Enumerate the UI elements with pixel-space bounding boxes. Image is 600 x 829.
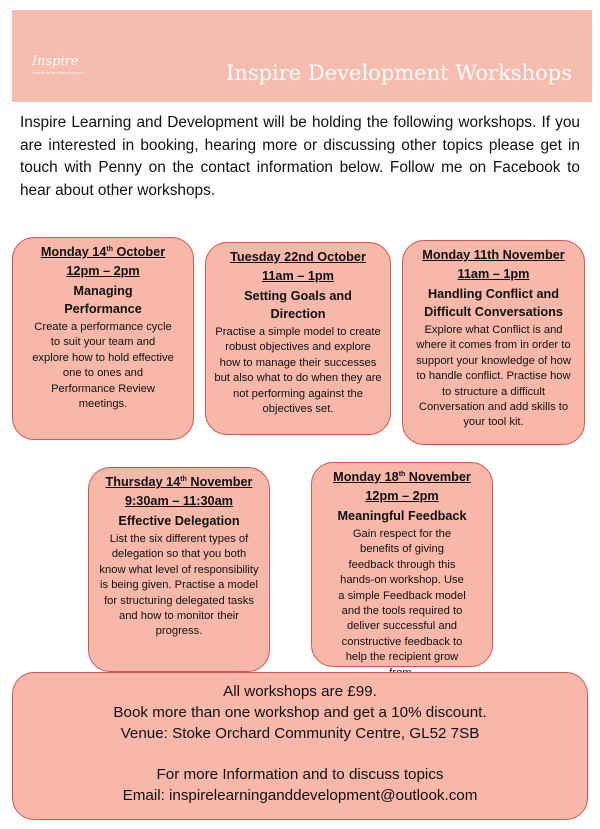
discount-text: Book more than one workshop and get a 10% discount. xyxy=(113,704,487,721)
booking-info-box xyxy=(12,672,588,820)
workshop-time: 11am – 1pm xyxy=(262,269,334,283)
spacer xyxy=(13,744,587,764)
workshop-topic: Managing Performance xyxy=(64,284,142,316)
intro-paragraph: Inspire Learning and Development will be holding the following workshops. If you are interested in booking, hearing more or discussing other topics please get in touch with Penny on the contact information below. Follow me on Facebook to hear about other workshops. xyxy=(20,114,580,199)
workshop-date: Monday 11th November xyxy=(422,248,565,262)
workshop-topic: Setting Goals and Direction xyxy=(244,289,352,321)
workshop-time: 11am – 1pm xyxy=(457,267,530,281)
workshop-card-meaningful-feedback xyxy=(311,462,493,667)
workshop-date: Thursday 14th November xyxy=(105,475,253,489)
venue-text: Venue: Stoke Orchard Community Centre, GL52 7SB xyxy=(120,725,480,742)
workshop-date: Monday 18th November xyxy=(333,470,471,484)
workshop-time: 12pm – 2pm xyxy=(365,489,439,503)
logo xyxy=(32,55,85,75)
workshop-description: Create a performance cycle to suit your team and explore how to hold effective one to ones and Performance Review meetings. xyxy=(32,321,174,411)
workshop-topic: Meaningful Feedback xyxy=(337,509,467,523)
header-banner xyxy=(12,10,592,102)
workshop-card-managing-performance xyxy=(12,237,194,440)
page-title: Inspire Development Workshops xyxy=(226,61,572,85)
workshop-card-handling-conflict xyxy=(402,240,585,445)
workshop-description: Practise a simple model to create robust objectives and explore how to manage their successes but also what to do when they are not performing against the objectives set. xyxy=(214,326,382,416)
workshop-card-effective-delegation xyxy=(88,467,270,672)
workshop-date: Monday 14th October xyxy=(40,245,166,259)
workshop-description: Gain respect for the benefits of giving feedback through this hands-on workshop. Use a simple Feedback model and the tools required to deliver successful and constructive feedback to help the recipient grow xyxy=(338,528,466,664)
workshop-topic: Effective Delegation xyxy=(118,514,240,528)
workshop-time: 12pm – 2pm xyxy=(66,264,140,278)
price-text: All workshops are £99. xyxy=(223,683,377,700)
workshop-card-setting-goals xyxy=(205,242,391,435)
workshop-description: List the six different types of delegation so that you both know what level of responsibility is being given. Practise a model for structuring delegated tasks and how to monitor their progress. xyxy=(99,533,259,638)
workshop-date: Tuesday 22nd October xyxy=(230,250,366,264)
more-info-text: For more Information and to discuss topics xyxy=(156,766,444,783)
logo-subtitle: Learning and Development xyxy=(32,70,85,75)
workshop-description: Explore what Conflict is and where it comes from in order to support your knowledge of how to handle conflict. Practise how to structure a difficult Conversation and add skills to your tool kit. xyxy=(416,324,571,429)
logo-name: Inspire xyxy=(32,54,79,69)
contact-email: Email: inspirelearninganddevelopment@outlook.com xyxy=(122,787,478,804)
workshop-time: 9:30am – 11:30am xyxy=(125,494,233,508)
workshop-topic: Handling Conflict and Difficult Conversations xyxy=(424,287,563,319)
